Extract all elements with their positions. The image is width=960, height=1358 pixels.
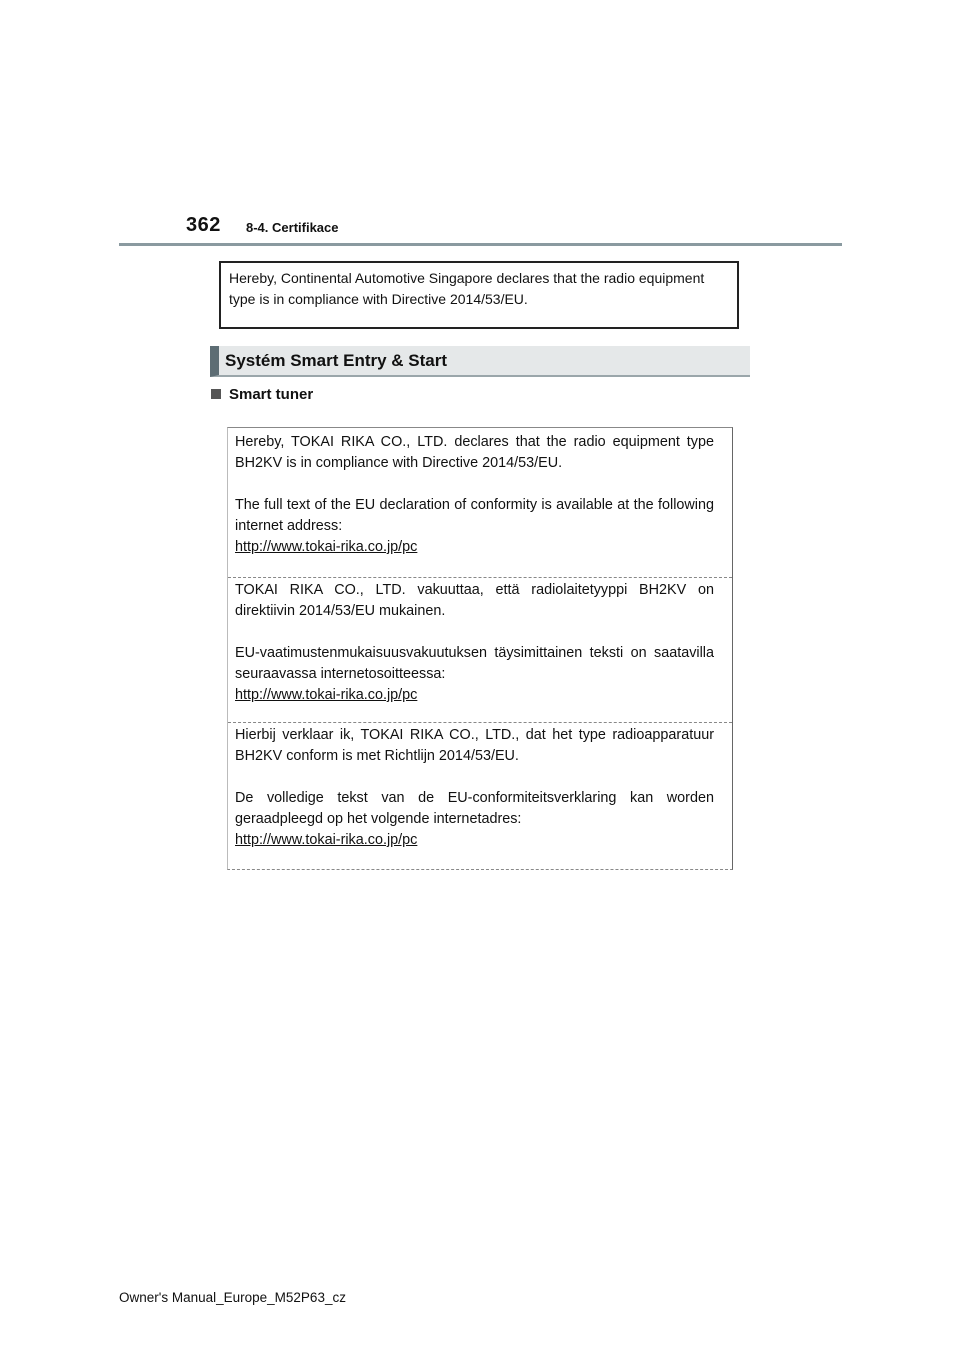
subheading [211,386,313,403]
footer-manual-id: Owner's Manual_Europe_M52P63_cz [119,1290,346,1305]
cert-section-english [228,430,732,578]
english-url-link[interactable]: http://www.tokai-rika.co.jp/pc [235,539,418,555]
finnish-declaration: TOKAI RIKA CO., LTD. vakuuttaa, että radiolaitetyyppi BH2KV on direktiivin 2014/53/EU mukainen. [235,582,714,619]
continental-declaration-box: Hereby, Continental Automotive Singapore declares that the radio equipment type is in compliance with Directive 2014/53/EU. [219,261,739,329]
section-title: 8-4. Certifikace [246,220,339,235]
cert-section-finnish [228,577,732,723]
dutch-availability: De volledige tekst van de EU-conformiteitsverklaring kan worden geraadpleegd op het volgende internetadres: [235,790,714,827]
finnish-url-link[interactable]: http://www.tokai-rika.co.jp/pc [235,687,418,703]
header-divider [119,243,842,246]
certification-box [227,427,733,870]
subheading-label: Smart tuner [229,386,314,403]
section-heading: Systém Smart Entry & Start [210,346,750,377]
cert-section-dutch [228,722,732,870]
square-bullet-icon [211,389,221,399]
page-number: 362 [186,214,221,236]
dutch-url-link[interactable]: http://www.tokai-rika.co.jp/pc [235,832,418,848]
english-declaration: Hereby, TOKAI RIKA CO., LTD. declares that the radio equipment type BH2KV is in compliance with Directive 2014/53/EU. [235,434,714,471]
english-availability: The full text of the EU declaration of conformity is available at the following internet address: [235,497,714,534]
dutch-declaration: Hierbij verklaar ik, TOKAI RIKA CO., LTD., dat het type radioapparatuur BH2KV conform is met Richtlijn 2014/53/EU. [235,727,714,764]
finnish-availability: EU-vaatimustenmukaisuusvakuutuksen täysimittainen teksti on saatavilla seuraavassa internetosoitteessa: [235,645,714,682]
